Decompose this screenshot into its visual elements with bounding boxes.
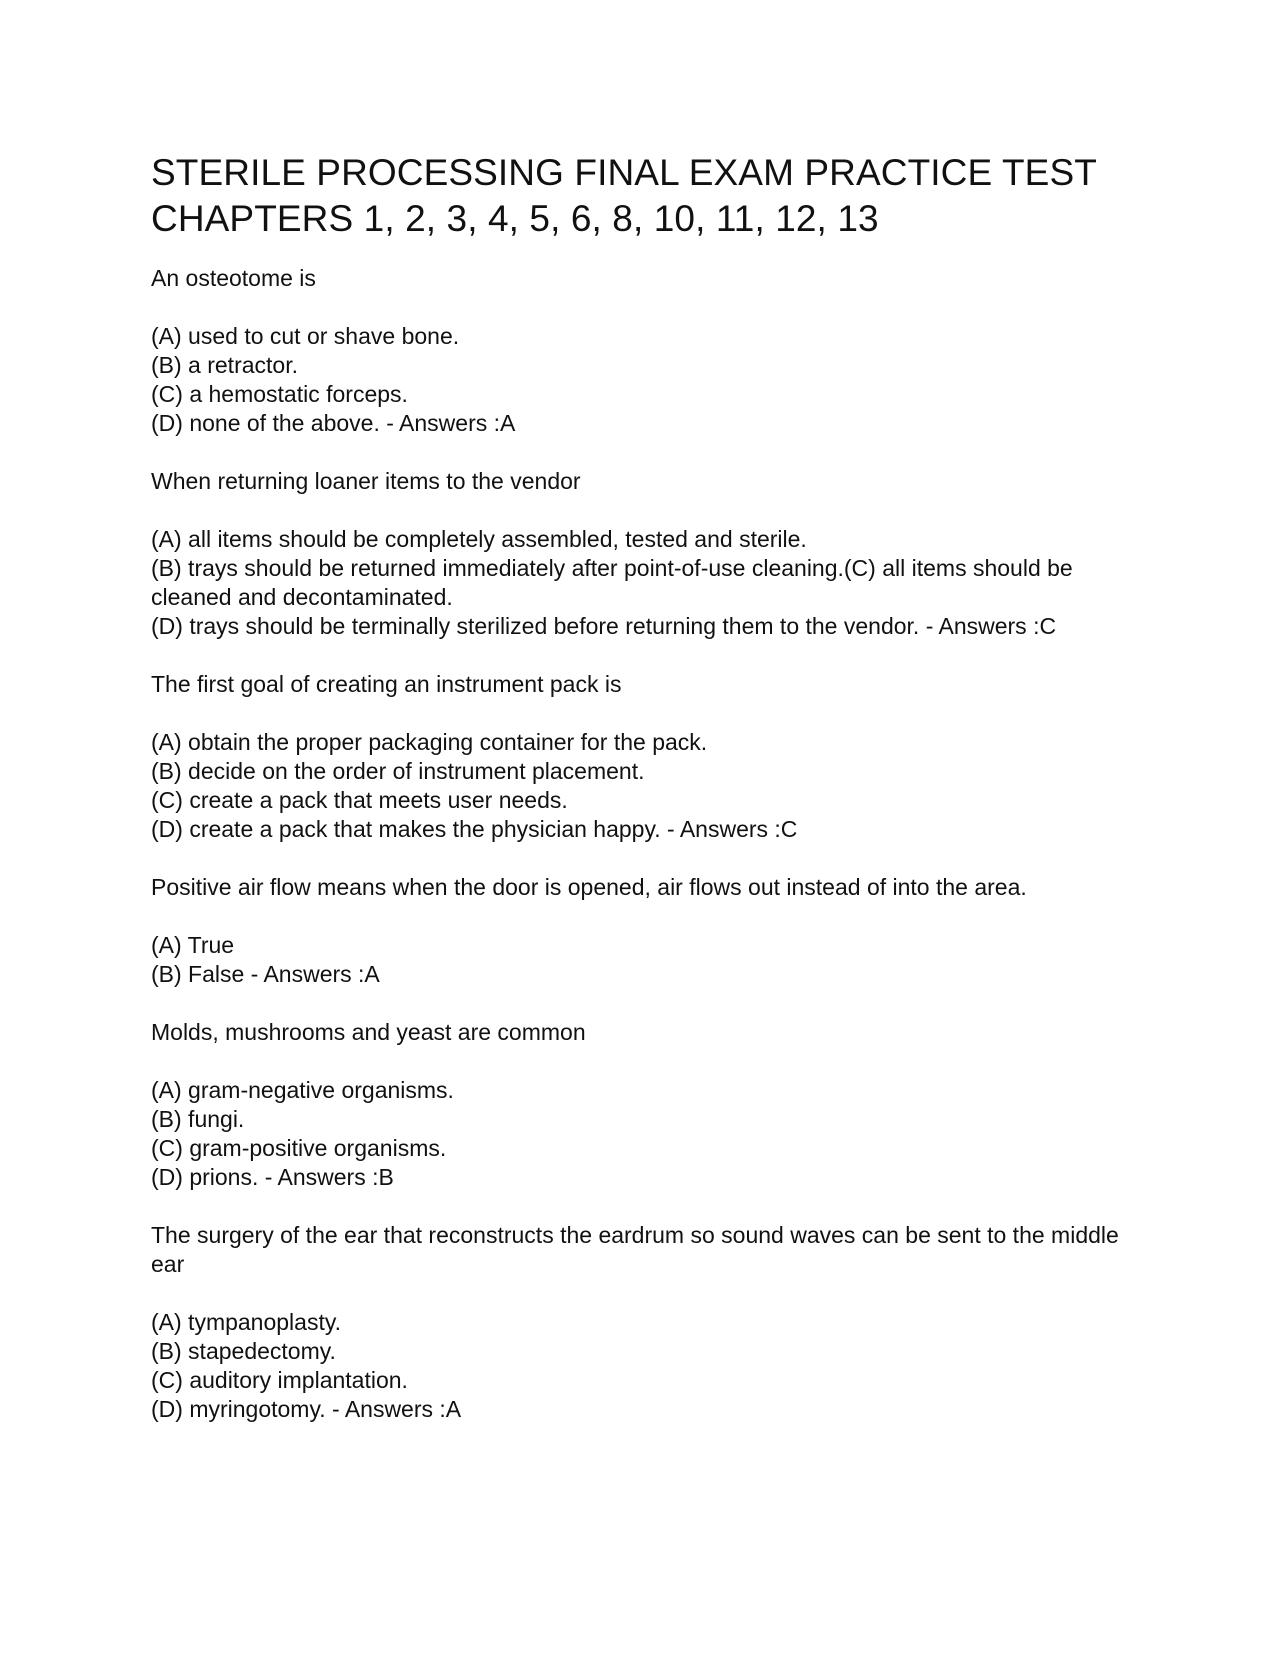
question-5 bbox=[151, 1018, 1136, 1192]
option-d: (D) create a pack that makes the physician happy. - Answers :C bbox=[151, 816, 798, 842]
option-a: (A) tympanoplasty. bbox=[151, 1309, 342, 1335]
question-stem: When returning loaner items to the vendor bbox=[151, 468, 581, 494]
question-4 bbox=[151, 873, 1136, 989]
question-stem: The surgery of the ear that reconstructs the eardrum so sound waves can be sent to the middle ear bbox=[151, 1222, 1119, 1277]
title-line-1: STERILE PROCESSING FINAL EXAM PRACTICE TEST bbox=[151, 152, 1097, 193]
option-b: (B) stapedectomy. bbox=[151, 1338, 336, 1364]
question-3 bbox=[151, 670, 1136, 844]
question-stem: An osteotome is bbox=[151, 265, 316, 291]
option-d: (D) trays should be terminally sterilized before returning them to the vendor. - Answers :C bbox=[151, 613, 1057, 639]
answer-options bbox=[151, 525, 1136, 641]
option-c: (C) create a pack that meets user needs. bbox=[151, 787, 568, 813]
answer-options bbox=[151, 322, 1136, 438]
option-d: (D) myringotomy. - Answers :A bbox=[151, 1396, 462, 1422]
option-b: (B) decide on the order of instrument placement. bbox=[151, 758, 645, 784]
option-b: (B) False - Answers :A bbox=[151, 961, 380, 987]
document-page bbox=[151, 150, 1136, 1453]
question-6 bbox=[151, 1221, 1136, 1424]
question-2 bbox=[151, 467, 1136, 641]
option-b: (B) fungi. bbox=[151, 1106, 245, 1132]
option-b-c: (B) trays should be returned immediately after point-of-use cleaning.(C) all items should be cleaned and decontaminated. bbox=[151, 555, 1073, 610]
option-d: (D) none of the above. - Answers :A bbox=[151, 410, 516, 436]
question-stem: Positive air flow means when the door is opened, air flows out instead of into the area. bbox=[151, 874, 1027, 900]
option-b: (B) a retractor. bbox=[151, 352, 298, 378]
option-c: (C) a hemostatic forceps. bbox=[151, 381, 408, 407]
option-a: (A) used to cut or shave bone. bbox=[151, 323, 460, 349]
answer-options bbox=[151, 931, 1136, 989]
option-a: (A) all items should be completely assembled, tested and sterile. bbox=[151, 526, 807, 552]
option-a: (A) gram-negative organisms. bbox=[151, 1077, 454, 1103]
question-stem: Molds, mushrooms and yeast are common bbox=[151, 1019, 586, 1045]
question-stem: The first goal of creating an instrument pack is bbox=[151, 671, 622, 697]
document-title bbox=[151, 150, 1136, 242]
option-a: (A) True bbox=[151, 932, 235, 958]
answer-options bbox=[151, 1308, 1136, 1424]
option-d: (D) prions. - Answers :B bbox=[151, 1164, 394, 1190]
question-1 bbox=[151, 264, 1136, 438]
answer-options bbox=[151, 728, 1136, 844]
option-c: (C) gram-positive organisms. bbox=[151, 1135, 447, 1161]
option-a: (A) obtain the proper packaging container for the pack. bbox=[151, 729, 708, 755]
option-c: (C) auditory implantation. bbox=[151, 1367, 408, 1393]
answer-options bbox=[151, 1076, 1136, 1192]
title-line-2: CHAPTERS 1, 2, 3, 4, 5, 6, 8, 10, 11, 12, 13 bbox=[151, 198, 879, 239]
